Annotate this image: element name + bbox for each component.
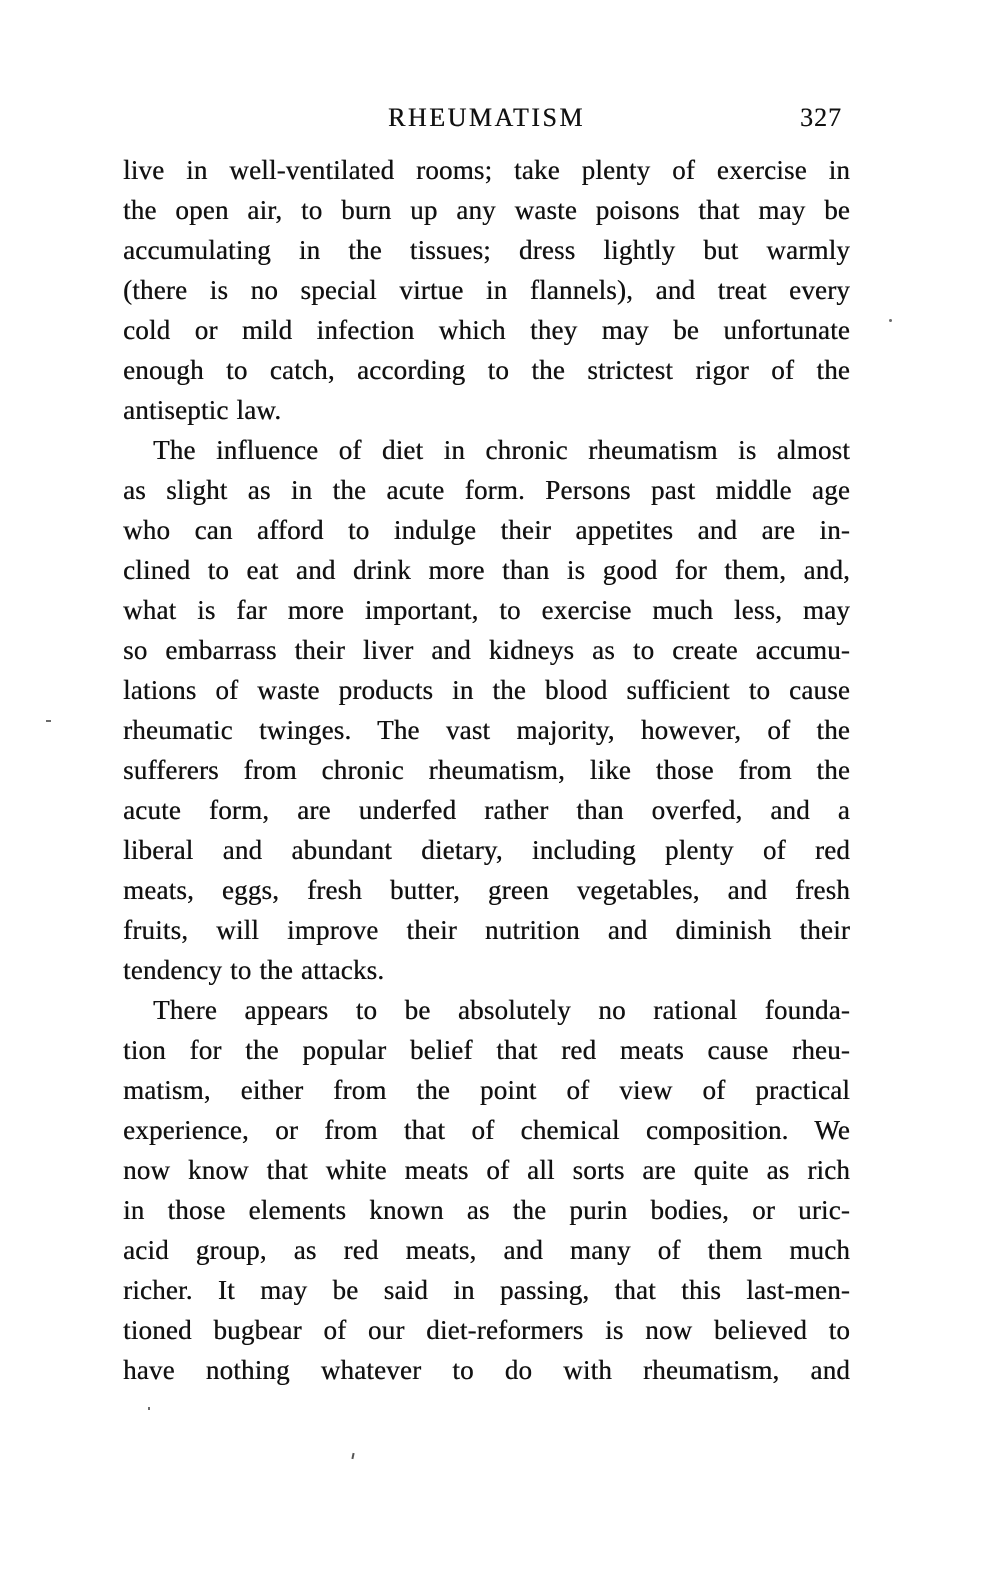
- text-line: the open air, to burn up any waste poisons that may be: [123, 195, 850, 225]
- text-line: as slight as in the acute form. Persons past middle age: [123, 475, 850, 505]
- text-line: richer. It may be said in passing, that this last-men-: [123, 1275, 850, 1305]
- text-line: matism, either from the point of view of practical: [123, 1075, 850, 1105]
- text-line: antiseptic law.: [123, 395, 282, 425]
- text-line: now know that white meats of all sorts are quite as rich: [123, 1155, 850, 1185]
- text-line: acute form, are underfed rather than overfed, and a: [123, 795, 850, 825]
- paragraph: [123, 990, 850, 1390]
- text-line: liberal and abundant dietary, including plenty of red: [123, 835, 850, 865]
- text-line: rheumatic twinges. The vast majority, however, of the: [123, 715, 850, 745]
- scan-speck: [889, 319, 892, 322]
- text-line: lations of waste products in the blood sufficient to cause: [123, 675, 850, 705]
- scan-speck: [46, 720, 51, 722]
- scan-speck: [351, 1453, 354, 1459]
- text-line: (there is no special virtue in flannels), and treat every: [123, 275, 850, 305]
- text-line: live in well-ventilated rooms; take plenty of exercise in: [123, 155, 850, 185]
- text-line: clined to eat and drink more than is good for them, and,: [123, 555, 850, 585]
- running-head: [123, 103, 850, 135]
- text-line: tendency to the attacks.: [123, 955, 385, 985]
- page-number: 327: [800, 103, 842, 132]
- text-column: [123, 150, 850, 1390]
- text-line: cold or mild infection which they may be unfortunate: [123, 315, 850, 345]
- scan-speck: [148, 1407, 150, 1410]
- text-line: what is far more important, to exercise much less, may: [123, 595, 850, 625]
- text-line: experience, or from that of chemical composition. We: [123, 1115, 850, 1145]
- text-line: fruits, will improve their nutrition and diminish their: [123, 915, 850, 945]
- text-line: sufferers from chronic rheumatism, like those from the: [123, 755, 850, 785]
- text-line: meats, eggs, fresh butter, green vegetables, and fresh: [123, 875, 850, 905]
- text-line: accumulating in the tissues; dress lightly but warmly: [123, 235, 850, 265]
- paragraph: [123, 150, 850, 430]
- text-line: who can afford to indulge their appetites and are in-: [123, 515, 850, 545]
- text-line: There appears to be absolutely no rational founda-: [153, 995, 850, 1025]
- text-line: enough to catch, according to the strictest rigor of the: [123, 355, 850, 385]
- text-line: so embarrass their liver and kidneys as to create accumu-: [123, 635, 850, 665]
- paragraph: [123, 430, 850, 990]
- text-line: The influence of diet in chronic rheumatism is almost: [153, 435, 850, 465]
- text-line: acid group, as red meats, and many of them much: [123, 1235, 850, 1265]
- page-title: RHEUMATISM: [388, 103, 585, 132]
- text-line: in those elements known as the purin bodies, or uric-: [123, 1195, 850, 1225]
- text-line: tion for the popular belief that red meats cause rheu-: [123, 1035, 850, 1065]
- text-line: have nothing whatever to do with rheumatism, and: [123, 1355, 850, 1385]
- text-line: tioned bugbear of our diet-reformers is now believed to: [123, 1315, 850, 1345]
